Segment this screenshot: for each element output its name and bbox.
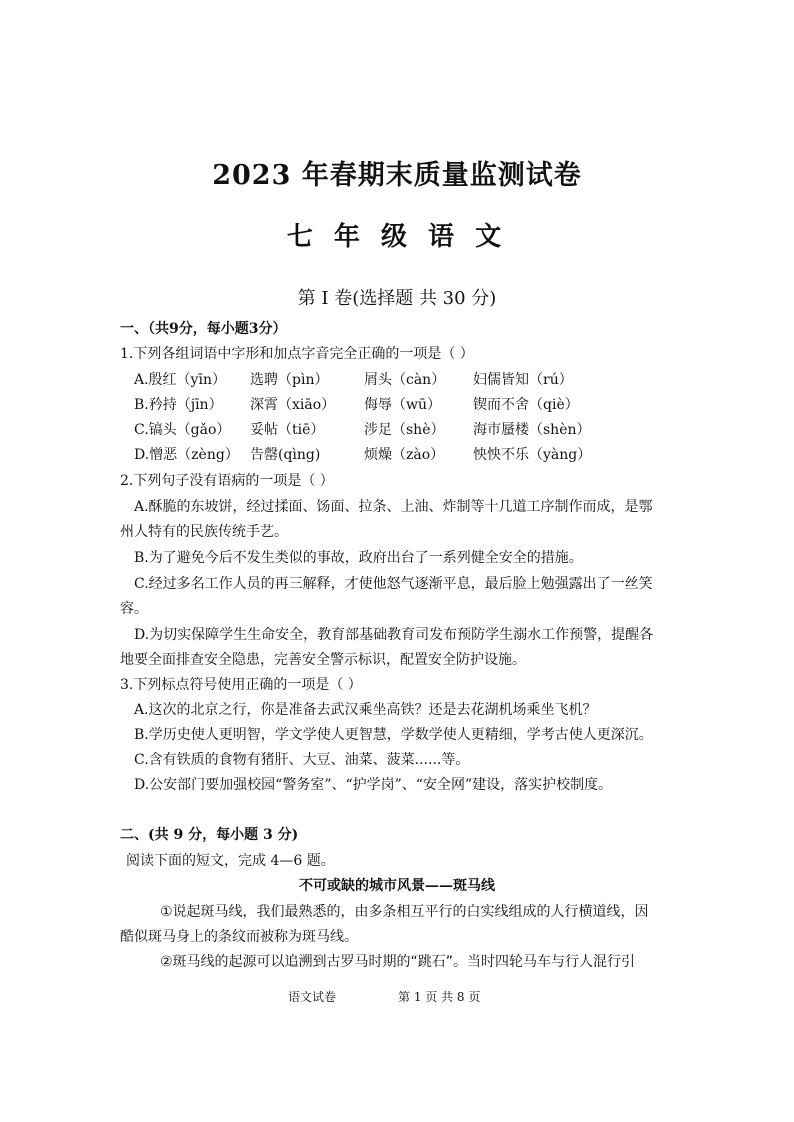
passage-paragraph-1-line1: ①说起斑马线，我们最熟悉的，由多条相互平行的白实线组成的人行横道线，因: [160, 904, 649, 920]
footer-subject: 语文试卷: [288, 990, 337, 1004]
exam-subject: 七 年 级 语 文: [286, 222, 508, 252]
q1-option-b-4: 锲而不舍（qiè）: [473, 397, 579, 413]
volume-heading: 第 I 卷(选择题 共 30 分): [297, 288, 497, 309]
question-3-stem: 3.下列标点符号使用正确的一项是（ ）: [120, 677, 362, 693]
q3-option-c: C.含有铁质的食物有猪肝、大豆、油菜、菠菜......等。: [134, 752, 470, 768]
q2-option-c-line2: 容。: [120, 601, 148, 617]
question-1-stem: 1.下列各组词语中字形和加点字音完全正确的一项是（ ）: [120, 346, 474, 362]
q1-option-b-3: 侮辱（wū）: [364, 397, 441, 413]
q2-option-a-line1: A.酥脆的东坡饼，经过揉面、饧面、拉条、上油、炸制等十几道工序制作而成，是鄂: [134, 499, 653, 515]
q2-option-b: B.为了避免今后不发生类似的事故，政府出台了一系列健全安全的措施。: [134, 550, 583, 566]
section-1-heading: 一、（共9分，每小题3分）: [120, 321, 287, 337]
q2-option-a-line2: 州人特有的民族传统手艺。: [120, 524, 288, 540]
exam-title: 2023 年春期末质量监测试卷: [212, 160, 582, 191]
q1-option-c-4: 海市蜃楼（shèn）: [473, 422, 591, 438]
q2-option-d-line1: D.为切实保障学生生命安全，教育部基础教育司发布预防学生溺水工作预警，提醒各: [134, 627, 654, 643]
passage-title: 不可或缺的城市风景——斑马线: [299, 878, 495, 894]
q1-option-a-4: 妇儒皆知（rú）: [473, 372, 573, 388]
q3-option-b: B.学历史使人更明智，学文学使人更智慧，学数学使人更精细，学考古使人更深沉。: [134, 727, 653, 743]
q1-option-d-1: D.憎恶（zèng）: [134, 447, 239, 463]
q1-option-d-4: 怏怏不乐（yàng）: [473, 447, 592, 463]
passage-paragraph-2-line1: ②斑马线的起源可以追溯到古罗马时期的“跳石”。当时四轮马车与行人混行引: [160, 954, 636, 970]
q1-option-c-3: 涉足（shè）: [364, 422, 445, 438]
q1-option-b-1: B.矜持（jīn）: [134, 397, 223, 413]
q2-option-d-line2: 地要全面排查安全隐患，完善安全警示标识，配置安全防护设施。: [120, 652, 526, 668]
q1-option-a-2: 选聘（pìn）: [250, 372, 329, 388]
section-2-heading: 二、(共 9 分，每小题 3 分): [120, 827, 299, 843]
q3-option-d: D.公安部门要加强校园“警务室”、“护学岗”、“安全网”建设，落实护校制度。: [134, 777, 613, 793]
q2-option-c-line1: C.经过多名工作人员的再三解释，才使他怒气逐渐平息，最后脸上勉强露出了一丝笑: [134, 576, 653, 592]
q1-option-a-1: A.殷红（yīn）: [134, 372, 226, 388]
q1-option-d-2: 告罄(qìng): [250, 447, 321, 463]
q1-option-a-3: 屑头（càn）: [364, 372, 446, 388]
reading-instruction: 阅读下面的短文，完成 4—6 题。: [126, 853, 335, 869]
q1-option-d-3: 烦燥（zào）: [364, 447, 445, 463]
q3-option-a: A.这次的北京之行，你是准备去武汉乘坐高铁？还是去花湖机场乘坐飞机？: [134, 702, 597, 718]
passage-paragraph-1-line2: 酷似斑马身上的条纹而被称为斑马线。: [120, 929, 358, 945]
q1-option-c-1: C.镐头（gǎo）: [134, 422, 231, 438]
q1-option-b-2: 深霄（xiāo）: [250, 397, 336, 413]
footer-page-number: 第 1 页 共 8 页: [398, 990, 481, 1004]
question-2-stem: 2.下列句子没有语病的一项是（ ）: [120, 473, 334, 489]
q1-option-c-2: 妥帖（tiē）: [250, 422, 325, 438]
